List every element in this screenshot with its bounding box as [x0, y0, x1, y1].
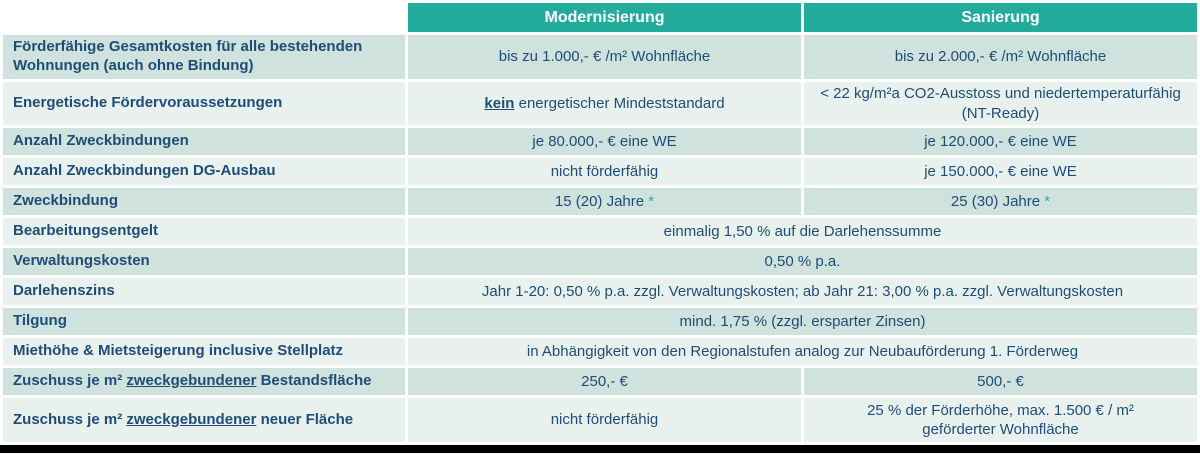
row-label: Darlehenszins	[3, 278, 405, 305]
row-label: Miethöhe & Mietsteigerung inclusive Stellplatz	[3, 338, 405, 365]
row-label: Energetische Fördervoraussetzungen	[3, 82, 405, 125]
merged-value: 0,50 % p.a.	[408, 248, 1197, 275]
modernisierung-value: 250,- €	[408, 368, 801, 395]
merged-value: mind. 1,75 % (zzgl. ersparter Zinsen)	[408, 308, 1197, 335]
modernisierung-value	[408, 82, 801, 125]
value-text: energetischer Mindeststandard	[514, 94, 725, 112]
label-text: Zuschuss je m²	[13, 410, 127, 428]
table-row-energetische-foerdervoraussetzungen	[3, 82, 1197, 125]
row-label: Förderfähige Gesamtkosten für alle bestehenden Wohnungen (auch ohne Bindung)	[3, 35, 405, 79]
table-row-anzahl-zweckbindungen-dg-ausbau	[3, 158, 1197, 185]
footnote-asterisk: *	[1044, 192, 1051, 210]
row-label: Anzahl Zweckbindungen DG-Ausbau	[3, 158, 405, 185]
table-row-zweckbindung	[3, 188, 1197, 215]
sanierung-value: < 22 kg/m²a CO2-Ausstoss und niedertemperaturfähig (NT-Ready)	[804, 82, 1197, 125]
emphasized-word: kein	[484, 94, 515, 112]
row-label: Zweckbindung	[3, 188, 405, 215]
table-row-darlehenszins	[3, 278, 1197, 305]
modernisierung-value: nicht förderfähig	[408, 398, 801, 442]
row-label: Tilgung	[3, 308, 405, 335]
column-header-modernisierung: Modernisierung	[408, 3, 801, 32]
table-row-verwaltungskosten	[3, 248, 1197, 275]
sanierung-value: bis zu 2.000,- € /m² Wohnfläche	[804, 35, 1197, 79]
sanierung-value: je 120.000,- € eine WE	[804, 128, 1197, 155]
bottom-border-bar	[0, 445, 1200, 453]
label-text: Zuschuss je m²	[13, 372, 127, 390]
table-row-tilgung	[3, 308, 1197, 335]
table-row-zuschuss-neuer-flaeche	[3, 398, 1197, 442]
header-row	[3, 3, 1197, 32]
merged-value: Jahr 1-20: 0,50 % p.a. zzgl. Verwaltungskosten; ab Jahr 21: 3,00 % p.a. zzgl. Verwaltungskosten	[408, 278, 1197, 305]
sanierung-value	[804, 188, 1197, 215]
table-row-zuschuss-bestandsflaeche	[3, 368, 1197, 395]
table-row-miethoehe-mietsteigerung	[3, 338, 1197, 365]
table-row-bearbeitungsentgelt	[3, 218, 1197, 245]
row-label	[3, 398, 405, 442]
modernisierung-value: je 80.000,- € eine WE	[408, 128, 801, 155]
value-text: 25 (30) Jahre	[950, 192, 1045, 210]
footnote-asterisk: *	[648, 192, 655, 210]
row-label	[3, 368, 405, 395]
header-spacer-cell	[3, 3, 405, 32]
modernisierung-value: nicht förderfähig	[408, 158, 801, 185]
label-text: neuer Fläche	[256, 410, 354, 428]
sanierung-value: 500,- €	[804, 368, 1197, 395]
row-label: Verwaltungskosten	[3, 248, 405, 275]
table-row-foerderfaehige-gesamtkosten	[3, 35, 1197, 79]
column-header-sanierung: Sanierung	[804, 3, 1197, 32]
row-label: Bearbeitungsentgelt	[3, 218, 405, 245]
sanierung-value: 25 % der Förderhöhe, max. 1.500 € / m² geförderter Wohnfläche	[804, 398, 1197, 442]
row-label: Anzahl Zweckbindungen	[3, 128, 405, 155]
modernisierung-value: bis zu 1.000,- € /m² Wohnfläche	[408, 35, 801, 79]
underlined-word: zweckgebundener	[126, 372, 257, 390]
value-text: 15 (20) Jahre	[554, 192, 649, 210]
label-text: Bestandsfläche	[256, 372, 372, 390]
underlined-word: zweckgebundener	[126, 410, 257, 428]
sanierung-value: je 150.000,- € eine WE	[804, 158, 1197, 185]
modernisierung-value	[408, 188, 801, 215]
merged-value: in Abhängigkeit von den Regionalstufen analog zur Neubauförderung 1. Förderweg	[408, 338, 1197, 365]
merged-value: einmalig 1,50 % auf die Darlehenssumme	[408, 218, 1197, 245]
table-row-anzahl-zweckbindungen	[3, 128, 1197, 155]
